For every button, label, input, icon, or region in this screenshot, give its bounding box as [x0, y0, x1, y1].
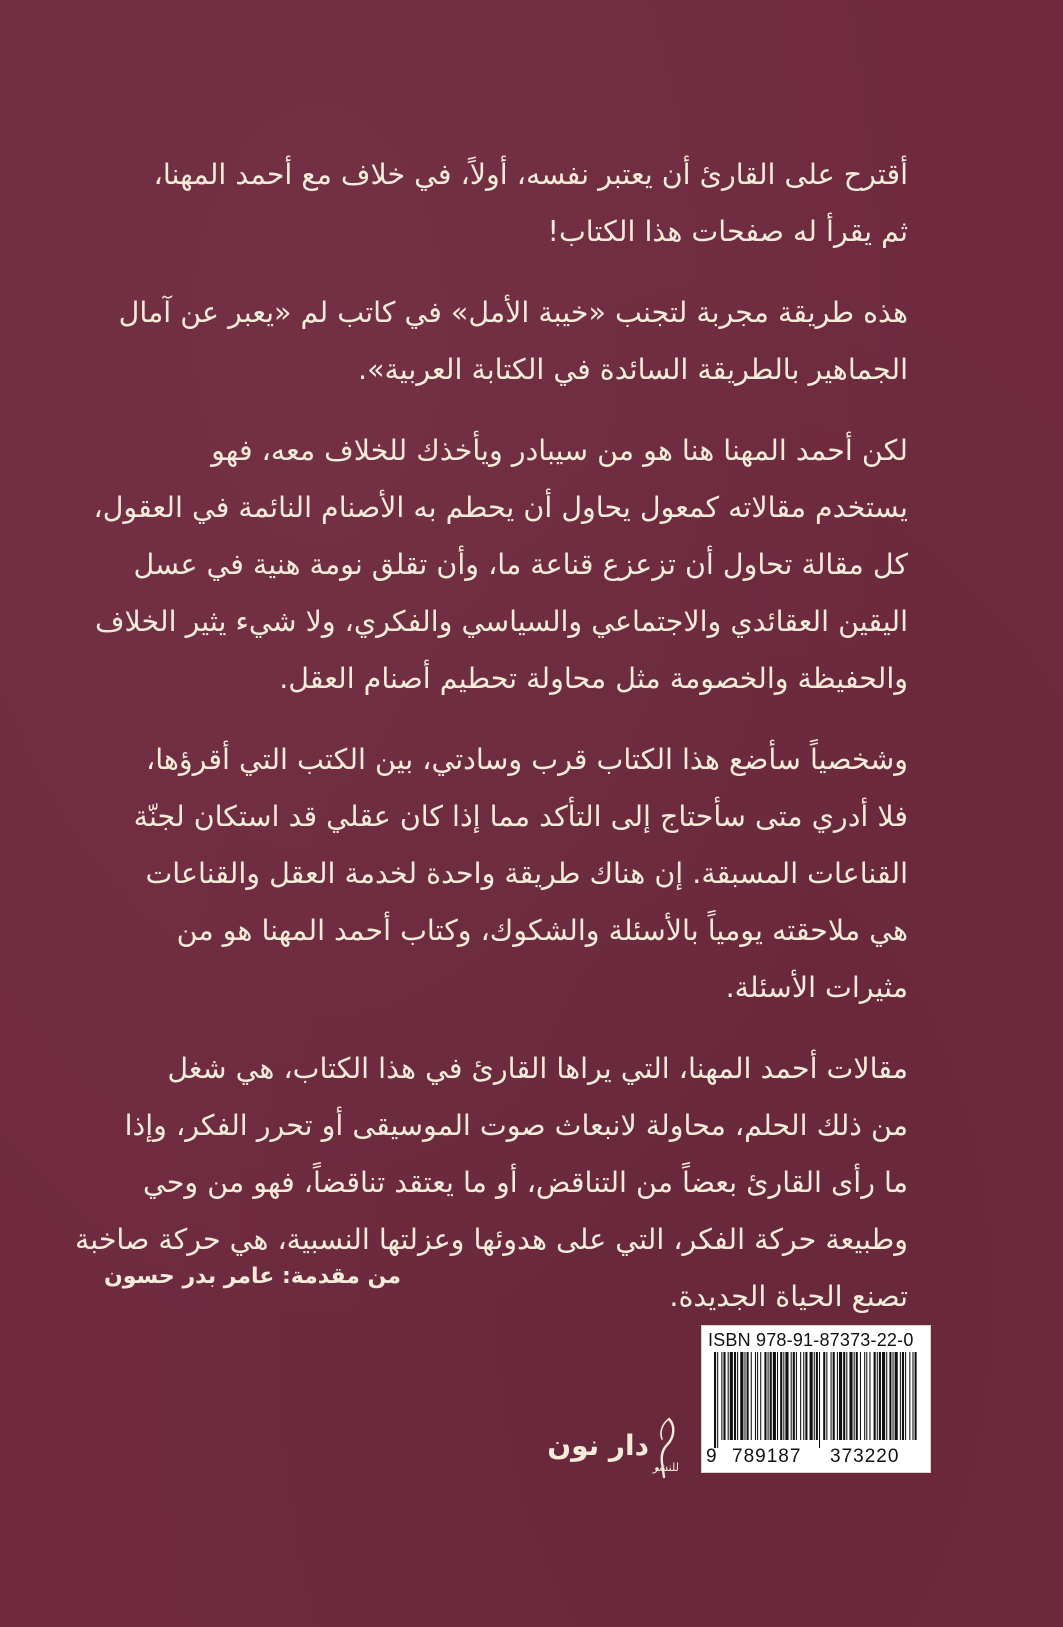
barcode-bar — [714, 1352, 716, 1448]
text-line: ثم يقرأ له صفحات هذا الكتاب! — [547, 215, 908, 248]
barcode-bar — [826, 1352, 827, 1440]
barcode-bar — [800, 1352, 801, 1440]
barcode-bar — [854, 1352, 855, 1440]
barcode-digits-left: 789187 — [732, 1446, 802, 1467]
barcode-bar — [837, 1352, 838, 1440]
barcode-bar — [895, 1352, 898, 1440]
barcode-bar — [728, 1352, 729, 1440]
publisher-logo — [547, 1415, 685, 1485]
publisher-name: دار نون — [547, 1429, 649, 1462]
barcode-bar — [846, 1352, 847, 1440]
barcode-bar — [833, 1352, 835, 1440]
barcode-bar — [902, 1352, 904, 1440]
barcode-bar — [755, 1352, 756, 1440]
paragraph — [130, 146, 908, 260]
barcode-bar — [849, 1352, 852, 1440]
barcode-bar — [866, 1352, 867, 1440]
barcode-bar — [915, 1352, 917, 1440]
text-line: ما رأى القارئ بعضاً من التناقض، أو ما يعتقد تناقضاً، فهو من وحي — [143, 1166, 908, 1199]
barcode-bar — [831, 1352, 832, 1440]
barcode-bar — [912, 1352, 913, 1440]
barcode-bar — [803, 1352, 804, 1440]
isbn-label: ISBN 978-91-87373-22-0 — [708, 1330, 914, 1350]
isbn-barcode — [701, 1325, 931, 1473]
barcode-bar — [734, 1352, 736, 1440]
text-line: اليقين العقائدي والاجتماعي والسياسي والفكري، ولا شيء يثير الخلاف — [94, 605, 908, 638]
barcode-bar — [886, 1352, 887, 1440]
text-line: فلا أدري متى سأحتاج إلى التأكد مما إذا كان عقلي قد استكان لجنّة — [133, 800, 908, 833]
blurb-text — [74, 146, 908, 1349]
barcode-bar — [839, 1352, 842, 1440]
attribution: من مقدمة: عامر بدر حسون — [103, 1264, 401, 1289]
text-line: تصنع الحياة الجديدة. — [669, 1280, 908, 1313]
barcode-bar — [869, 1352, 870, 1440]
barcode-bar — [773, 1352, 776, 1440]
barcode-bar — [816, 1352, 818, 1440]
barcode-bar — [744, 1352, 745, 1440]
text-line: هي ملاحقته يومياً بالأسئلة والشكوك، وكتاب أحمد المهنا هو من — [176, 914, 908, 947]
barcode-bar — [805, 1352, 807, 1440]
barcode-bar — [860, 1352, 861, 1440]
text-line: مقالات أحمد المهنا، التي يراها القارئ في هذا الكتاب، هي شغل — [167, 1052, 908, 1085]
barcode-bar — [721, 1352, 722, 1440]
barcode-bar — [814, 1352, 815, 1440]
barcode-bar — [864, 1352, 865, 1440]
barcode-bar — [823, 1352, 825, 1440]
text-line: من ذلك الحلم، محاولة لانبعاث صوت الموسيقى أو تحرر الفكر، وإذا — [124, 1109, 908, 1142]
paragraph — [118, 284, 908, 398]
barcode-bar — [893, 1352, 894, 1440]
text-line: لكن أحمد المهنا هنا هو من سيبادر ويأخذك للخلاف معه، فهو — [211, 434, 908, 467]
publisher-subtitle: للنشر — [652, 1461, 679, 1474]
barcode-bar — [791, 1352, 792, 1440]
barcode-bar — [889, 1352, 891, 1440]
barcode-bar — [783, 1352, 784, 1440]
barcode-bar — [877, 1352, 878, 1440]
barcode-digit-lead: 9 — [706, 1446, 717, 1467]
barcode-bar — [730, 1352, 733, 1440]
barcode-bar — [843, 1352, 845, 1440]
paragraph — [130, 731, 908, 1016]
text-line: والحفيظة والخصومة مثل محاولة تحطيم أصنام العقل. — [279, 662, 908, 695]
barcode-bar — [717, 1352, 718, 1448]
barcode-bar — [780, 1352, 782, 1440]
barcode-bar — [747, 1352, 749, 1440]
barcode-digits — [702, 1446, 930, 1468]
barcode-bar — [768, 1352, 769, 1440]
barcode-bar — [751, 1352, 752, 1440]
barcode-bar — [760, 1352, 761, 1440]
barcode-bar — [777, 1352, 778, 1440]
text-line: الجماهير بالطريقة السائدة في الكتابة العربية». — [358, 353, 908, 386]
barcode-bar — [737, 1352, 738, 1440]
text-line: القناعات المسبقة. إن هناك طريقة واحدة لخدمة العقل والقناعات — [145, 857, 908, 890]
barcode-bar — [810, 1352, 813, 1440]
paragraph — [93, 422, 908, 707]
barcode-bar — [905, 1352, 906, 1440]
text-line: مثيرات الأسئلة. — [725, 971, 908, 1004]
barcode-bar — [793, 1352, 795, 1440]
barcode-bar — [879, 1352, 881, 1440]
barcode-bar — [723, 1352, 725, 1440]
text-line: يستخدم مقالاته كمعول يحاول أن يحطم به الأصنام النائمة في العقول، — [93, 491, 908, 524]
barcode-bar — [882, 1352, 885, 1440]
text-line: وطبيعة حركة الفكر، التي على هدوئها وعزلتها النسبية، هي حركة صاخبة — [74, 1223, 908, 1256]
text-line: وشخصياً سأضع هذا الكتاب قرب وسادتي، بين الكتب التي أقرؤها، — [146, 743, 908, 776]
barcode-bar — [856, 1352, 858, 1440]
barcode-bar — [909, 1352, 910, 1440]
barcode-bar — [770, 1352, 772, 1440]
barcode-bar — [764, 1352, 766, 1440]
text-line: كل مقالة تحاول أن تزعزع قناعة ما، وأن تقلق نومة هنية في عسل — [133, 548, 908, 581]
text-line: أقترح على القارئ أن يعتبر نفسه، أولاً، في خلاف مع أحمد المهنا، — [153, 158, 908, 191]
text-line: هذه طريقة مجربة لتجنب «خيبة الأمل» في كاتب لم «يعبر عن آمال — [118, 296, 908, 329]
barcode-bars — [714, 1352, 918, 1448]
barcode-bar — [874, 1352, 876, 1440]
barcode-bar — [819, 1352, 820, 1448]
barcode-bar — [900, 1352, 901, 1440]
barcode-bar — [785, 1352, 788, 1440]
barcode-bar — [757, 1352, 758, 1440]
barcode-digits-right: 373220 — [830, 1446, 900, 1467]
barcode-bar — [796, 1352, 797, 1440]
barcode-bar — [740, 1352, 743, 1440]
